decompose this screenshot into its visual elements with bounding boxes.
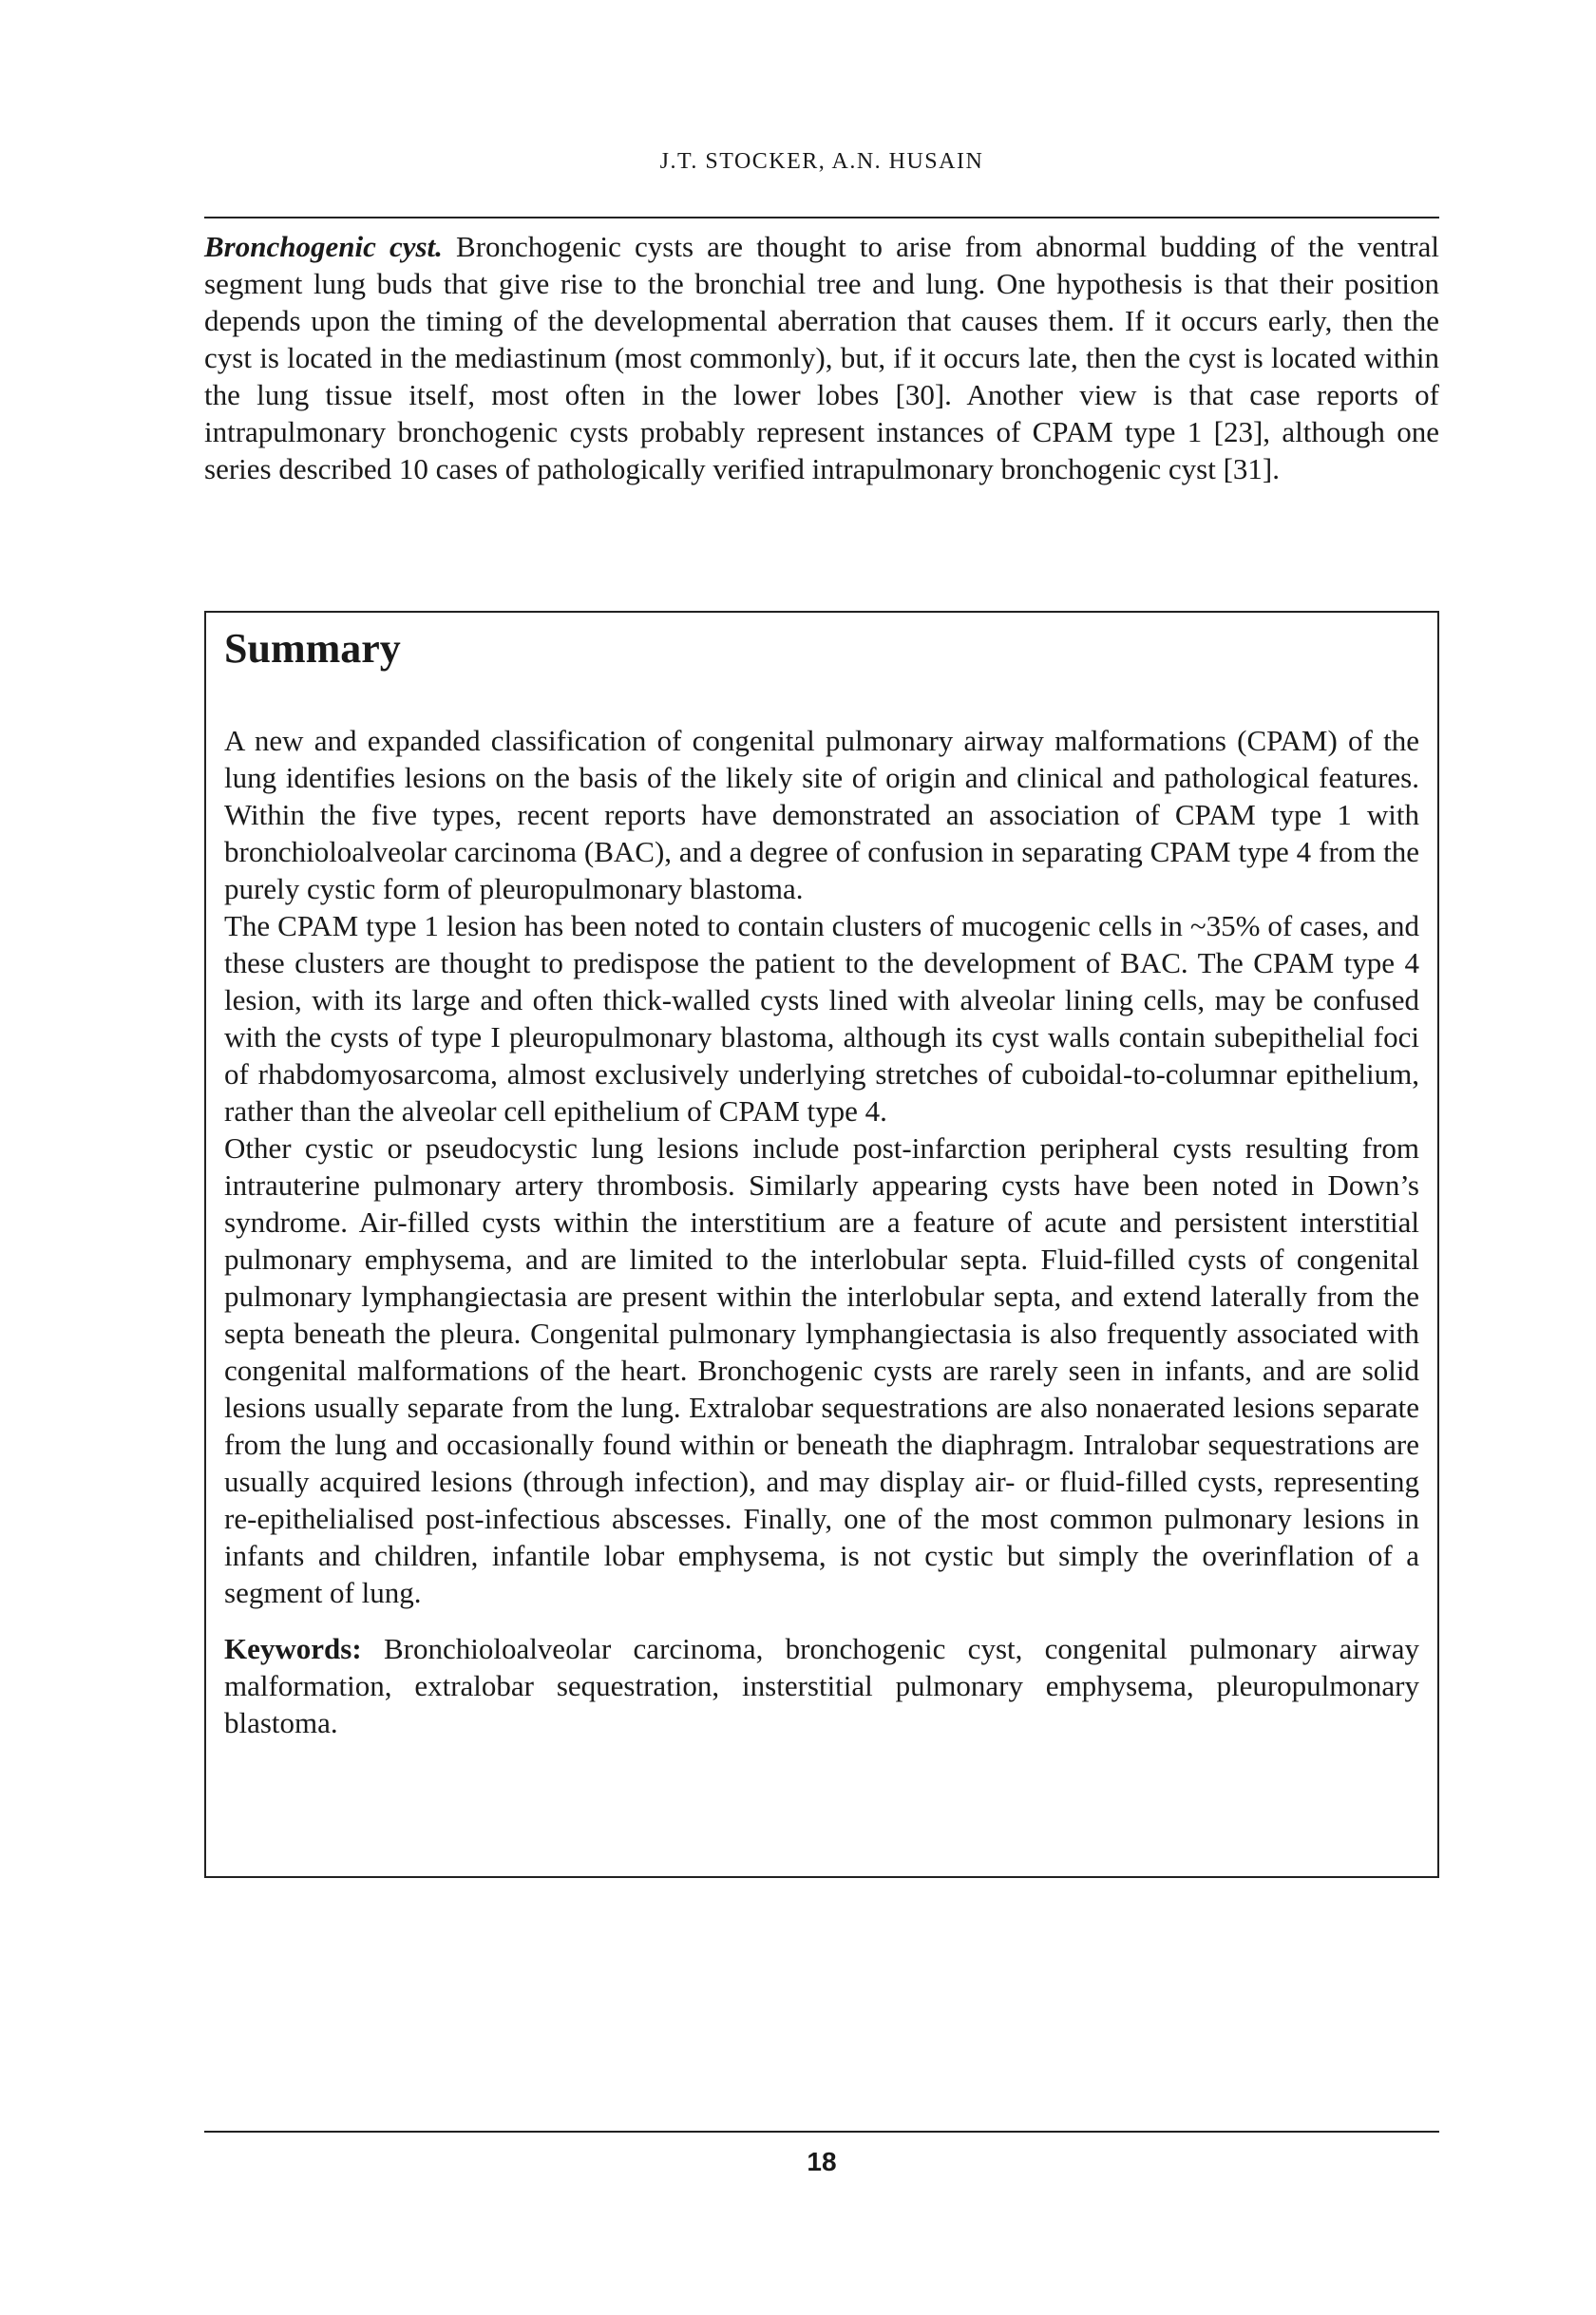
bronchogenic-cyst-paragraph — [204, 228, 1439, 487]
summary-paragraph-2: The CPAM type 1 lesion has been noted to contain clusters of mucogenic cells in ~35% of cases, and these clusters are thought to predispose the patient to the development of BAC. The CPAM type 4 lesion, with its large and often thick-walled cysts lined with alveolar lining cells, may be confused with the cysts of type I pleuropulmonary blastoma, although its cyst walls contain subepithelial foci of rhabdomyosarcoma, almost exclusively underlying stretches of cuboidal-to-columnar epithelium, rather than the alveolar cell epithelium of CPAM type 4. — [224, 909, 1419, 1128]
keywords-text: Bronchioloalveolar carcinoma, bronchogenic cyst, congenital pulmonary airway malformation, extralobar sequestration, insterstitial pulmonary emphysema, pleuropulmonary blastoma. — [224, 1632, 1419, 1739]
page-number: 18 — [807, 2147, 837, 2176]
footer-rule — [204, 2131, 1439, 2133]
keywords — [224, 1630, 1419, 1741]
running-head: J.T. STOCKER, A.N. HUSAIN — [659, 149, 984, 174]
section-runin-heading: Bronchogenic cyst. — [204, 230, 443, 263]
keywords-label: Keywords: — [224, 1632, 362, 1665]
summary-title: Summary — [224, 625, 401, 672]
summary-box — [204, 611, 1439, 1878]
paragraph-text: Bronchogenic cysts are thought to arise from abnormal budding of the ventral segment lung buds that give rise to the bronchial tree and lung. One hypothesis is that their position depends upon the timing of the developmental aberration that causes them. If it occurs early, then the cyst is located in the mediastinum (most commonly), but, if it occurs late, then the cyst is located within the lung tissue itself, most often in the lower lobes [30]. Another view is that case reports of intrapulmonary bronchogenic cysts probably represent instances of CPAM type 1 [23], although one series described 10 cases of pathologically verified intrapulmonary bronchogenic cyst [31]. — [204, 230, 1439, 485]
summary-paragraph-3: Other cystic or pseudocystic lung lesions include post-infarction peripheral cysts resulting from intrauterine pulmonary artery thrombosis. Similarly appearing cysts have been noted in Down’s syndrome. Air-filled cysts within the interstitium are a feature of acute and persistent interstitial pulmonary emphysema, and are limited to the interlobular septa. Fluid-filled cysts of congenital pulmonary lymphangiectasia are present within the interlobular septa, and extend laterally from the septa beneath the pleura. Congenital pulmonary lymphangiectasia is also frequently associated with congenital malformations of the heart. Bronchogenic cysts are rarely seen in infants, and are solid lesions usually separate from the lung. Extralobar sequestrations are also nonaerated lesions separate from the lung and occasionally found within or beneath the diaphragm. Intralobar sequestrations are usually acquired lesions (through infection), and may display air- or fluid-filled cysts, representing re-epithelialised post-infectious abscesses. Finally, one of the most common pulmonary lesions in infants and children, infantile lobar emphysema, is not cystic but simply the overinflation of a segment of lung. — [224, 1131, 1419, 1609]
header-rule — [204, 217, 1439, 218]
summary-paragraph-1: A new and expanded classification of congenital pulmonary airway malformations (CPAM) of the lung identifies lesions on the basis of the likely site of origin and clinical and pathological features. Within the five types, recent reports have demonstrated an association of CPAM type 1 with bronchioloalveolar carcinoma (BAC), and a degree of confusion in separating CPAM type 4 from the purely cystic form of pleuropulmonary blastoma. — [224, 724, 1419, 905]
